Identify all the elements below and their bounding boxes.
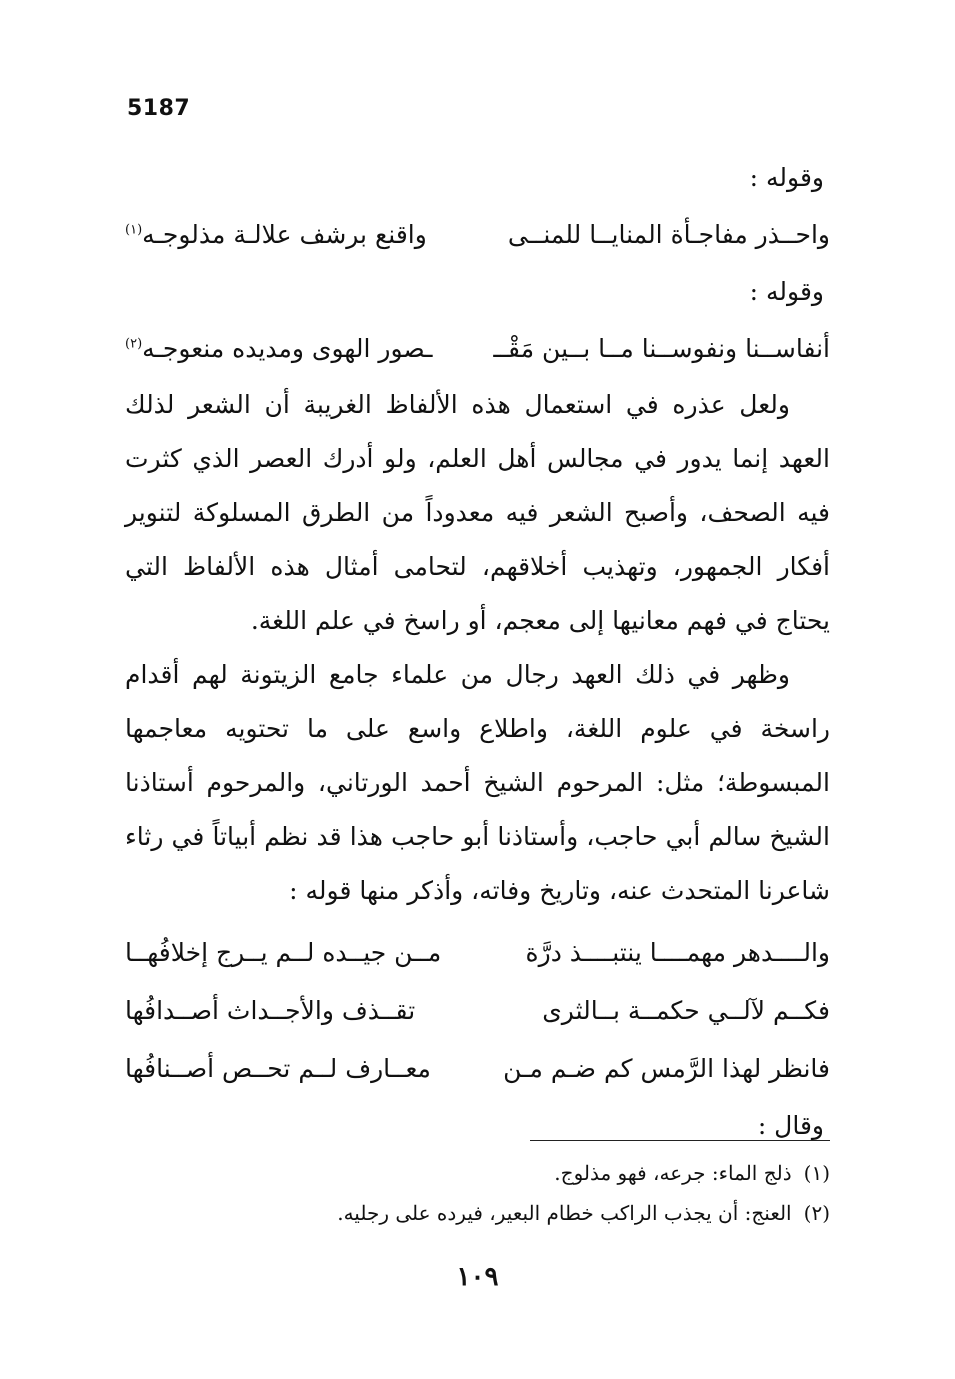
poem-verse (125, 924, 830, 982)
verse-second-hemistich: مــن جيــده لــم يــرج إخلافُهــا (125, 938, 442, 967)
poem-verse (125, 982, 830, 1040)
footnote (125, 1193, 830, 1233)
footnote-ref[interactable]: (٢) (125, 336, 143, 352)
footnotes-section (125, 1140, 830, 1233)
paragraph-text: وظهر في ذلك العهد رجال من علماء جامع الزيتونة لهم أقدام راسخة في علوم اللغة، واطلاع واسع على ما تحتويه معاجمها المبسوطة؛ مثل: المرحوم الشيخ أحمد الورتاني، والمرحوم أستاذنا الشيخ سالم أبي حاجب، وأستاذنا أبو حاجب هذا قد نظم أبياتاً في رثاء شاعرنا المتحدث عنه، وتاريخ وفاته، وأذكر منها قوله : (125, 660, 830, 905)
footnote-number: (٢) (803, 1201, 830, 1225)
verse-second-text: واقنع برشف علالـة مذلوجـه (142, 220, 427, 249)
body-paragraph (125, 648, 830, 918)
poem-verse (125, 1040, 830, 1098)
verse-second-hemistich (125, 206, 427, 264)
page-id-stamp: 5187 (127, 96, 191, 121)
citation-label: وقال : (757, 1111, 824, 1140)
footnote-ref[interactable]: (١) (125, 222, 143, 238)
verse-line (125, 206, 830, 264)
footnote-text: العنج: أن يجذب الراكب خطام البعير، فيرده على رجليه. (337, 1201, 792, 1225)
body-paragraph (125, 378, 830, 648)
verse-second-text: ـصور الهوى ومديده منعوجـه (142, 334, 433, 363)
footnote-text: ذلج الماء: جرعه، فهو مذلوج. (554, 1161, 792, 1185)
paragraph-text: ولعل عذره في استعمال هذه الألفاظ الغريبة أن الشعر لذلك العهد إنما يدور في مجالس أهل العلم، ولو أدرك العصر الذي كثرت فيه الصحف، وأصبح الشعر فيه معدوداً من الطرق المسلوكة لتنوير أفكار الجمهور، وتهذيب أخلاقهم، لتحامى أمثال هذه الألفاظ التي يحتاج في فهم معانيها إلى معجم، أو راسخ في علم اللغة. (125, 390, 830, 635)
verse-first-hemistich: فكــم لآلــي حكمــة بــالثرى (542, 996, 830, 1025)
main-text (125, 150, 830, 1154)
verse-second-hemistich: معــارف لــم تحــص أصــنافُها (125, 1054, 431, 1083)
verse-first-hemistich: والــــدهر مهمــــا ينتبــــذ درَّة (525, 938, 830, 967)
page-number: ١٠٩ (456, 1262, 499, 1292)
verse-line (125, 320, 830, 378)
citation-label: وقوله : (749, 277, 824, 306)
footnote-number: (١) (803, 1161, 830, 1185)
citation-label: وقوله : (749, 163, 824, 192)
verse-first-hemistich: فانظر لهذا الرَّمس كم ضـم مـن (503, 1054, 830, 1083)
verse-first-hemistich: أنفاســنا ونفوســنا مــا بــين مَقْــ (493, 334, 830, 363)
verse-second-hemistich: تقــذف والأجــداث أصــدافُها (125, 996, 416, 1025)
verse-second-hemistich (125, 320, 432, 378)
footnote (125, 1153, 830, 1193)
verse-first-hemistich: واحــذر مفاجـأة المنايــا للمنــى (507, 220, 830, 249)
